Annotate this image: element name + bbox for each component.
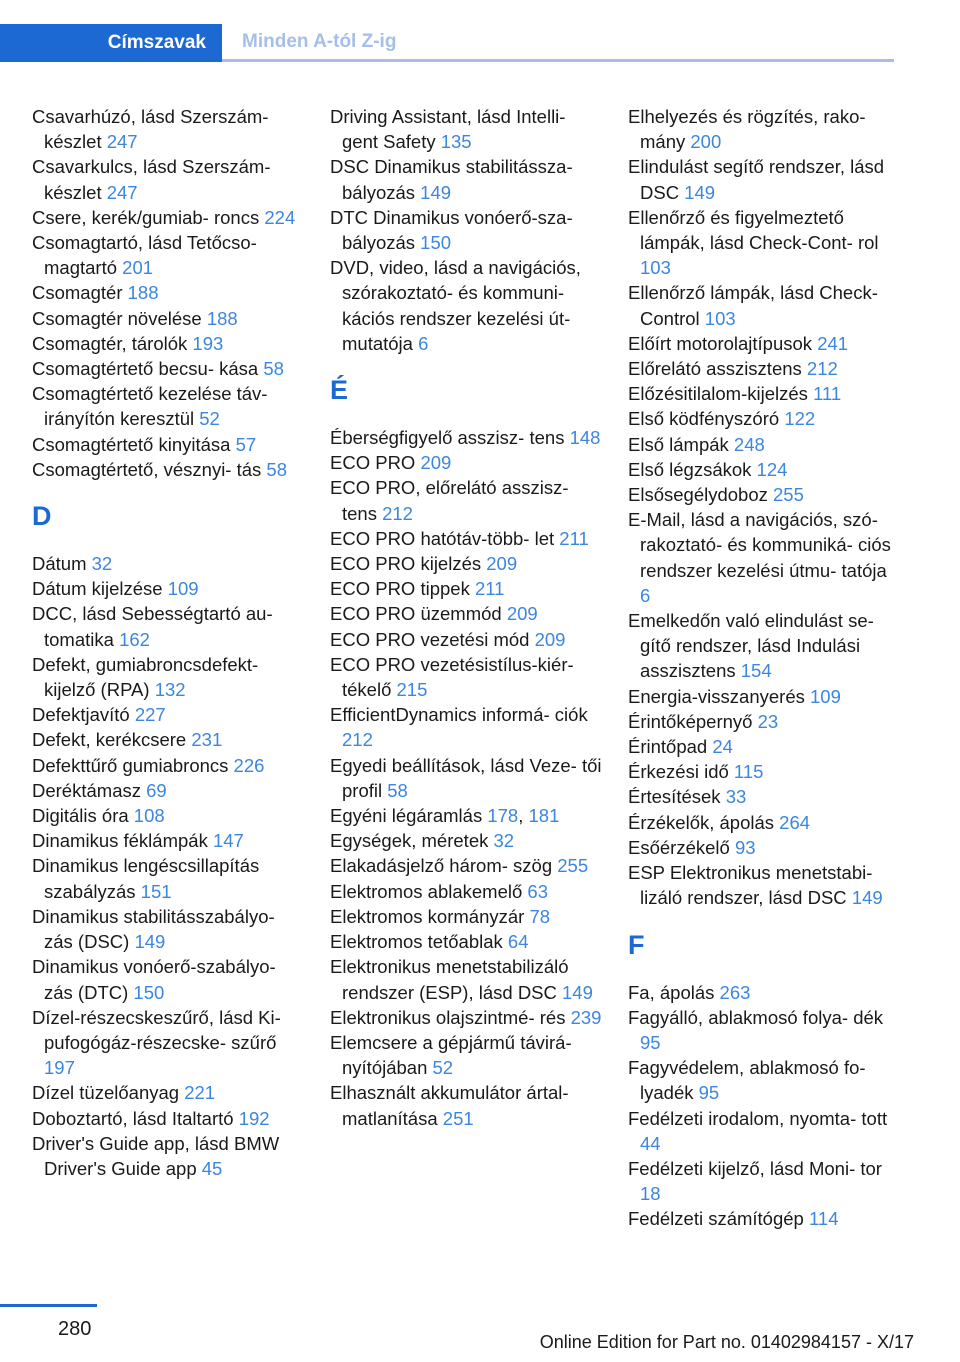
page-link[interactable]: 109 [810, 685, 841, 707]
page-link[interactable]: 149 [851, 887, 883, 909]
page-link[interactable]: 149 [562, 981, 593, 1003]
entry-text: Elektronikus menetstabilizáló rendszer (ESP), lásd DSC [330, 956, 569, 1003]
entry-text: ECO PRO kijelzés [330, 553, 487, 575]
index-entry [330, 205, 602, 255]
entry-separator: , [518, 805, 529, 827]
entry-text: Fedélzeti kijelző, lásd Moni‐ tor [628, 1157, 882, 1179]
page-link[interactable]: 135 [440, 131, 472, 153]
index-entry [330, 450, 602, 475]
page-link[interactable]: 251 [442, 1107, 474, 1129]
index-entry [628, 154, 898, 204]
tab-a-to-z[interactable]: Minden A-tól Z-ig [222, 24, 894, 62]
page-link[interactable]: 18 [640, 1183, 661, 1205]
page-link[interactable]: 209 [486, 553, 518, 575]
entry-text: Dátum kijelzése [32, 578, 168, 600]
index-entry [628, 835, 898, 860]
page-link[interactable]: 6 [640, 584, 651, 606]
page-link[interactable]: 226 [233, 754, 265, 776]
entry-text: Előzésitilalom-kijelzés [628, 383, 814, 405]
entry-text: Csomagtértető kezelése táv‐ irányítón keresztül [32, 383, 268, 430]
index-entry [330, 1030, 602, 1080]
page-link[interactable]: 150 [133, 981, 165, 1003]
index-entry [628, 980, 898, 1005]
page-link[interactable]: 114 [808, 1208, 839, 1230]
index-entry [628, 331, 898, 356]
entry-text: Elhasznált akkumulátor ártal‐ matlanítása [330, 1082, 569, 1129]
entry-text: Driving Assistant, lásd Intelli‐ gent Safety [330, 106, 566, 153]
entry-text: Éberségfigyelő asszisz‐ tens [330, 427, 570, 449]
page-link[interactable]: 32 [91, 553, 113, 575]
page-link[interactable]: 78 [529, 905, 551, 927]
page-link[interactable]: 193 [192, 332, 224, 354]
entry-text: Fagyálló, ablakmosó folya‐ dék [628, 1006, 884, 1028]
entry-text: DTC Dinamikus vonóerő-sza‐ bályozás [330, 206, 573, 254]
index-entry [330, 954, 602, 1004]
page-link[interactable]: 95 [698, 1082, 720, 1104]
index-entry [32, 954, 304, 1004]
page-link[interactable]: 95 [640, 1031, 661, 1053]
index-entry [628, 381, 898, 406]
index-entry [32, 702, 304, 727]
index-entry [628, 432, 898, 457]
page-link[interactable]: 132 [154, 679, 186, 701]
entry-text: DVD, video, lásd a navigációs, szórakoztató- és kommuni‐ kációs rendszer kezelési út‐ mutatója [330, 257, 581, 354]
index-entry [32, 432, 304, 457]
index-entry [628, 1005, 898, 1055]
page-link[interactable]: 178 [487, 805, 519, 827]
page-link[interactable]: 221 [184, 1082, 216, 1104]
index-entry [32, 1131, 304, 1181]
entry-text: Első lámpák [628, 433, 734, 455]
page-link[interactable]: 6 [418, 332, 429, 354]
page-link[interactable]: 149 [684, 181, 716, 203]
page-link[interactable]: 149 [420, 181, 452, 203]
page-link[interactable]: 147 [212, 830, 244, 852]
index-column-2 [330, 104, 602, 1131]
page-link[interactable]: 263 [719, 981, 751, 1003]
index-entry [330, 475, 602, 525]
page-link[interactable]: 211 [474, 578, 505, 600]
page-link[interactable]: 111 [813, 383, 842, 405]
index-entry [32, 205, 304, 230]
entry-text: Defekt, kerékcsere [32, 729, 192, 751]
entry-text: Dinamikus vonóerő-szabályo‐ zás (DTC) [32, 956, 276, 1003]
index-entry [628, 104, 898, 154]
index-entry [330, 853, 602, 878]
page-link[interactable]: 224 [264, 206, 296, 228]
index-entry [32, 601, 304, 651]
page-link[interactable]: 209 [420, 452, 452, 474]
entry-text: Dinamikus féklámpák [32, 830, 213, 852]
index-entry [32, 280, 304, 305]
index-entry [32, 1106, 304, 1131]
page-link[interactable]: 93 [734, 836, 756, 858]
page-link[interactable]: 150 [420, 232, 452, 254]
entry-text: Ellenőrző lámpák, lásd Check-Control [628, 282, 878, 329]
page-link[interactable]: 192 [238, 1107, 270, 1129]
entry-text: ECO PRO tippek [330, 578, 475, 600]
page-link[interactable]: 109 [167, 578, 199, 600]
entry-text: Dízel tüzelőanyag [32, 1082, 185, 1104]
entry-text: ESP Elektronikus menetstabi‐ lizáló rendszer, lásd DSC [628, 862, 873, 909]
page-link[interactable]: 264 [779, 811, 811, 833]
page-link[interactable]: 33 [725, 786, 747, 808]
entry-text: Érintőképernyő [628, 710, 758, 732]
index-entry [628, 784, 898, 809]
index-entry [330, 929, 602, 954]
index-entry [330, 828, 602, 853]
section-letter: D [32, 501, 52, 532]
entry-text: Energia-visszanyerés [628, 685, 810, 707]
entry-text: Csomagtér növelése [32, 307, 207, 329]
page-link[interactable]: 209 [506, 603, 538, 625]
index-entry [628, 1055, 898, 1105]
page-link[interactable]: 44 [640, 1132, 661, 1154]
entry-text: Defektjavító [32, 704, 135, 726]
index-entry [32, 803, 304, 828]
entry-text: Fedélzeti irodalom, nyomta‐ tott [628, 1107, 888, 1129]
entry-text: Defekttűrő gumiabroncs [32, 754, 234, 776]
entry-text: Driver's Guide app, lásd BMW Driver's Guide app [32, 1132, 280, 1179]
index-entry [628, 608, 898, 684]
page-link[interactable]: 212 [342, 729, 373, 751]
entry-text: Elindulást segítő rendszer, lásd DSC [628, 156, 885, 203]
entry-text: Első légzsákok [628, 458, 757, 480]
entry-text: Csomagtér [32, 282, 128, 304]
index-entry [32, 1005, 304, 1081]
entry-text: ECO PRO [330, 452, 421, 474]
index-entry [32, 652, 304, 702]
page-link[interactable]: 154 [740, 660, 772, 682]
section-letter: É [330, 375, 349, 406]
index-entry [32, 727, 304, 752]
entry-text: Elektromos tetőablak [330, 931, 508, 953]
entry-text: E-Mail, lásd a navigációs, szó‐ rakoztató- és kommuniká‐ ciós rendszer kezelési útmu‐ tatója [628, 509, 891, 581]
entry-text: Csomagtartó, lásd Tetőcso‐ magtartó [32, 232, 257, 279]
index-entry [628, 684, 898, 709]
index-entry [330, 702, 602, 752]
index-entry [330, 904, 602, 929]
page-link[interactable]: 151 [140, 880, 172, 902]
index-entry [330, 1080, 602, 1130]
entry-text: Fedélzeti számítógép [628, 1208, 809, 1230]
page-link[interactable]: 124 [756, 458, 788, 480]
page-link[interactable]: 32 [493, 830, 515, 852]
index-entry [628, 860, 898, 910]
footer-rule [0, 1304, 97, 1307]
page-link[interactable]: 108 [133, 805, 165, 827]
index-entry [330, 576, 602, 601]
entry-text: Érkezési idő [628, 761, 734, 783]
index-entry [32, 104, 304, 154]
page-link[interactable]: 58 [266, 458, 287, 480]
index-entry [330, 627, 602, 652]
page-link[interactable]: 181 [528, 805, 560, 827]
entry-text: Elakadásjelző három‐ szög [330, 855, 558, 877]
index-entry [330, 652, 602, 702]
page-link[interactable]: 255 [557, 855, 589, 877]
page-link[interactable]: 255 [773, 484, 804, 506]
entry-text: ECO PRO üzemmód [330, 603, 507, 625]
page-link[interactable]: 24 [712, 736, 733, 758]
index-entry [330, 425, 602, 450]
page-link[interactable]: 227 [134, 704, 166, 726]
index-entry [330, 104, 602, 154]
entry-text: Dátum [32, 553, 92, 575]
page-link[interactable]: 162 [119, 628, 150, 650]
entry-text: Emelkedőn való elindulást se‐ gítő rendszer, lásd Indulási asszisztens [628, 610, 874, 682]
index-entry [330, 1005, 602, 1030]
entry-text: Csomagtér, tárolók [32, 332, 193, 354]
entry-text: Dinamikus lengéscsillapítás szabályzás [32, 855, 260, 902]
entry-text: Dinamikus stabilitásszabályo‐ zás (DSC) [32, 905, 275, 953]
entry-text: Első ködfényszóró [628, 408, 785, 430]
edition-note: Online Edition for Part no. 01402984157 - X/17 [539, 1332, 914, 1352]
page-link[interactable]: 239 [570, 1006, 602, 1028]
index-entry [330, 255, 602, 356]
index-entry [628, 457, 898, 482]
index-entry [628, 205, 898, 281]
page-link[interactable]: 247 [106, 181, 138, 203]
index-entry [628, 280, 898, 330]
page-link[interactable]: 215 [396, 679, 428, 701]
entry-text: Értesítések [628, 786, 726, 808]
index-entry [330, 154, 602, 204]
page-link[interactable]: 103 [640, 257, 671, 279]
page-link[interactable]: 23 [757, 710, 779, 732]
index-column-1 [32, 104, 304, 1181]
index-entry [628, 356, 898, 381]
page-link[interactable]: 188 [127, 282, 159, 304]
entry-text: Előírt motorolajtípusok [628, 332, 818, 354]
header-tab-bar [0, 24, 894, 62]
page-link[interactable]: 52 [432, 1057, 454, 1079]
entry-text: Elektromos kormányzár [330, 905, 530, 927]
entry-text: Dízel-részecskeszűrő, lásd Ki‐ pufogógáz-részecske‐ szűrő [32, 1006, 281, 1053]
entry-text: Fa, ápolás [628, 981, 720, 1003]
index-entry [628, 1106, 898, 1156]
page-number: 280 [58, 1318, 92, 1340]
index-entry [32, 457, 304, 482]
entry-text: Elemcsere a gépjármű távirá‐ nyítójában [330, 1031, 572, 1079]
entry-text: Csomagtértető becsu‐ kása [32, 358, 264, 380]
index-entry [330, 551, 602, 576]
index-entry [330, 601, 602, 626]
index-entry [32, 551, 304, 576]
index-entry [32, 778, 304, 803]
entry-text: Csavarkulcs, lásd Szerszám‐ készlet [32, 156, 271, 203]
index-entry [32, 154, 304, 204]
page-link[interactable]: 212 [806, 358, 838, 380]
index-entry [32, 230, 304, 280]
entry-text: Csomagtértető kinyitása [32, 433, 236, 455]
page-link[interactable]: 122 [784, 408, 816, 430]
index-entry [32, 853, 304, 903]
page-link[interactable]: 241 [817, 332, 849, 354]
index-entry [32, 331, 304, 356]
index-entry [628, 507, 898, 608]
entry-text: ECO PRO hatótáv-több‐ let [330, 527, 560, 549]
section-letter: F [628, 929, 645, 960]
entry-text: Egyéni légáramlás [330, 805, 488, 827]
entry-text: EfficientDynamics informá‐ ciók [330, 704, 588, 726]
entry-text: Csomagtértető, vésznyi‐ tás [32, 458, 267, 480]
tab-keywords[interactable]: Címszavak [0, 24, 222, 62]
index-entry [32, 828, 304, 853]
page-link[interactable]: 231 [191, 729, 223, 751]
entry-text: Ellenőrző és figyelmeztető lámpák, lásd Check-Cont‐ rol [628, 206, 879, 254]
entry-text: Egységek, méretek [330, 830, 494, 852]
page-link[interactable]: 69 [146, 779, 167, 801]
page-link[interactable]: 149 [134, 931, 166, 953]
index-column-3 [628, 104, 898, 1232]
page-link[interactable]: 57 [235, 433, 257, 455]
page-link[interactable]: 148 [569, 427, 601, 449]
entry-text: DSC Dinamikus stabilitássza‐ bályozás [330, 156, 573, 203]
index-entry [32, 381, 304, 431]
index-entry [628, 709, 898, 734]
page-link[interactable]: 209 [534, 628, 566, 650]
page-link[interactable]: 64 [507, 931, 529, 953]
index-entry [32, 576, 304, 601]
page-link[interactable]: 188 [206, 307, 238, 329]
page-link[interactable]: 212 [382, 502, 413, 524]
index-entry [628, 1206, 898, 1231]
entry-text: ECO PRO, előrelátó asszisz‐ tens [330, 477, 569, 524]
entry-text: Doboztartó, lásd Italtartó [32, 1107, 239, 1129]
entry-text: Elhelyezés és rögzítés, rako‐ mány [628, 106, 866, 153]
index-entry [32, 904, 304, 954]
index-entry [330, 879, 602, 904]
entry-text: Előrelátó asszisztens [628, 358, 807, 380]
index-entry [32, 356, 304, 381]
entry-text: Egyedi beállítások, lásd Veze‐ tői profil [330, 754, 602, 801]
index-entry [330, 753, 602, 803]
entry-text: Érzékelők, ápolás [628, 811, 780, 833]
entry-text: Csavarhúzó, lásd Szerszám‐ készlet [32, 106, 269, 153]
page-link[interactable]: 197 [44, 1057, 75, 1079]
entry-text: Elektronikus olajszintmé‐ rés [330, 1006, 571, 1028]
page-link[interactable]: 58 [387, 779, 408, 801]
page-link[interactable]: 103 [704, 307, 736, 329]
index-entry [628, 810, 898, 835]
index-entry [628, 482, 898, 507]
index-entry [32, 1080, 304, 1105]
entry-text: Érintőpad [628, 736, 713, 758]
page-link[interactable]: 248 [733, 433, 765, 455]
entry-text: Fagyvédelem, ablakmosó fo‐ lyadék [628, 1057, 866, 1104]
index-entry [32, 306, 304, 331]
entry-text: Deréktámasz [32, 779, 147, 801]
entry-text: Digitális óra [32, 805, 134, 827]
index-entry [628, 734, 898, 759]
page-link[interactable]: 211 [559, 527, 589, 549]
page-link[interactable]: 45 [201, 1157, 223, 1179]
entry-text: Csere, kerék/gumiab‐ roncs [32, 206, 265, 228]
page-link[interactable]: 247 [106, 131, 138, 153]
page-link[interactable]: 52 [199, 408, 220, 430]
entry-text: Elsősegélydoboz [628, 484, 774, 506]
index-entry [330, 526, 602, 551]
entry-text: ECO PRO vezetésistílus-kiér‐ tékelő [330, 653, 574, 701]
page-link[interactable]: 201 [122, 257, 154, 279]
index-entry [32, 753, 304, 778]
page-link[interactable]: 115 [733, 761, 764, 783]
index-entry [628, 406, 898, 431]
index-entry [330, 803, 602, 828]
page-link[interactable]: 58 [263, 358, 284, 380]
index-entry [628, 1156, 898, 1206]
entry-text: DCC, lásd Sebességtartó au‐ tomatika [32, 603, 273, 650]
page-link[interactable]: 63 [527, 880, 548, 902]
entry-text: ECO PRO vezetési mód [330, 628, 535, 650]
entry-text: Esőérzékelő [628, 836, 735, 858]
index-entry [628, 759, 898, 784]
page-link[interactable]: 200 [690, 131, 722, 153]
entry-text: Elektromos ablakemelő [330, 880, 528, 902]
entry-text: Defekt, gumiabroncsdefekt‐ kijelző (RPA) [32, 653, 259, 701]
